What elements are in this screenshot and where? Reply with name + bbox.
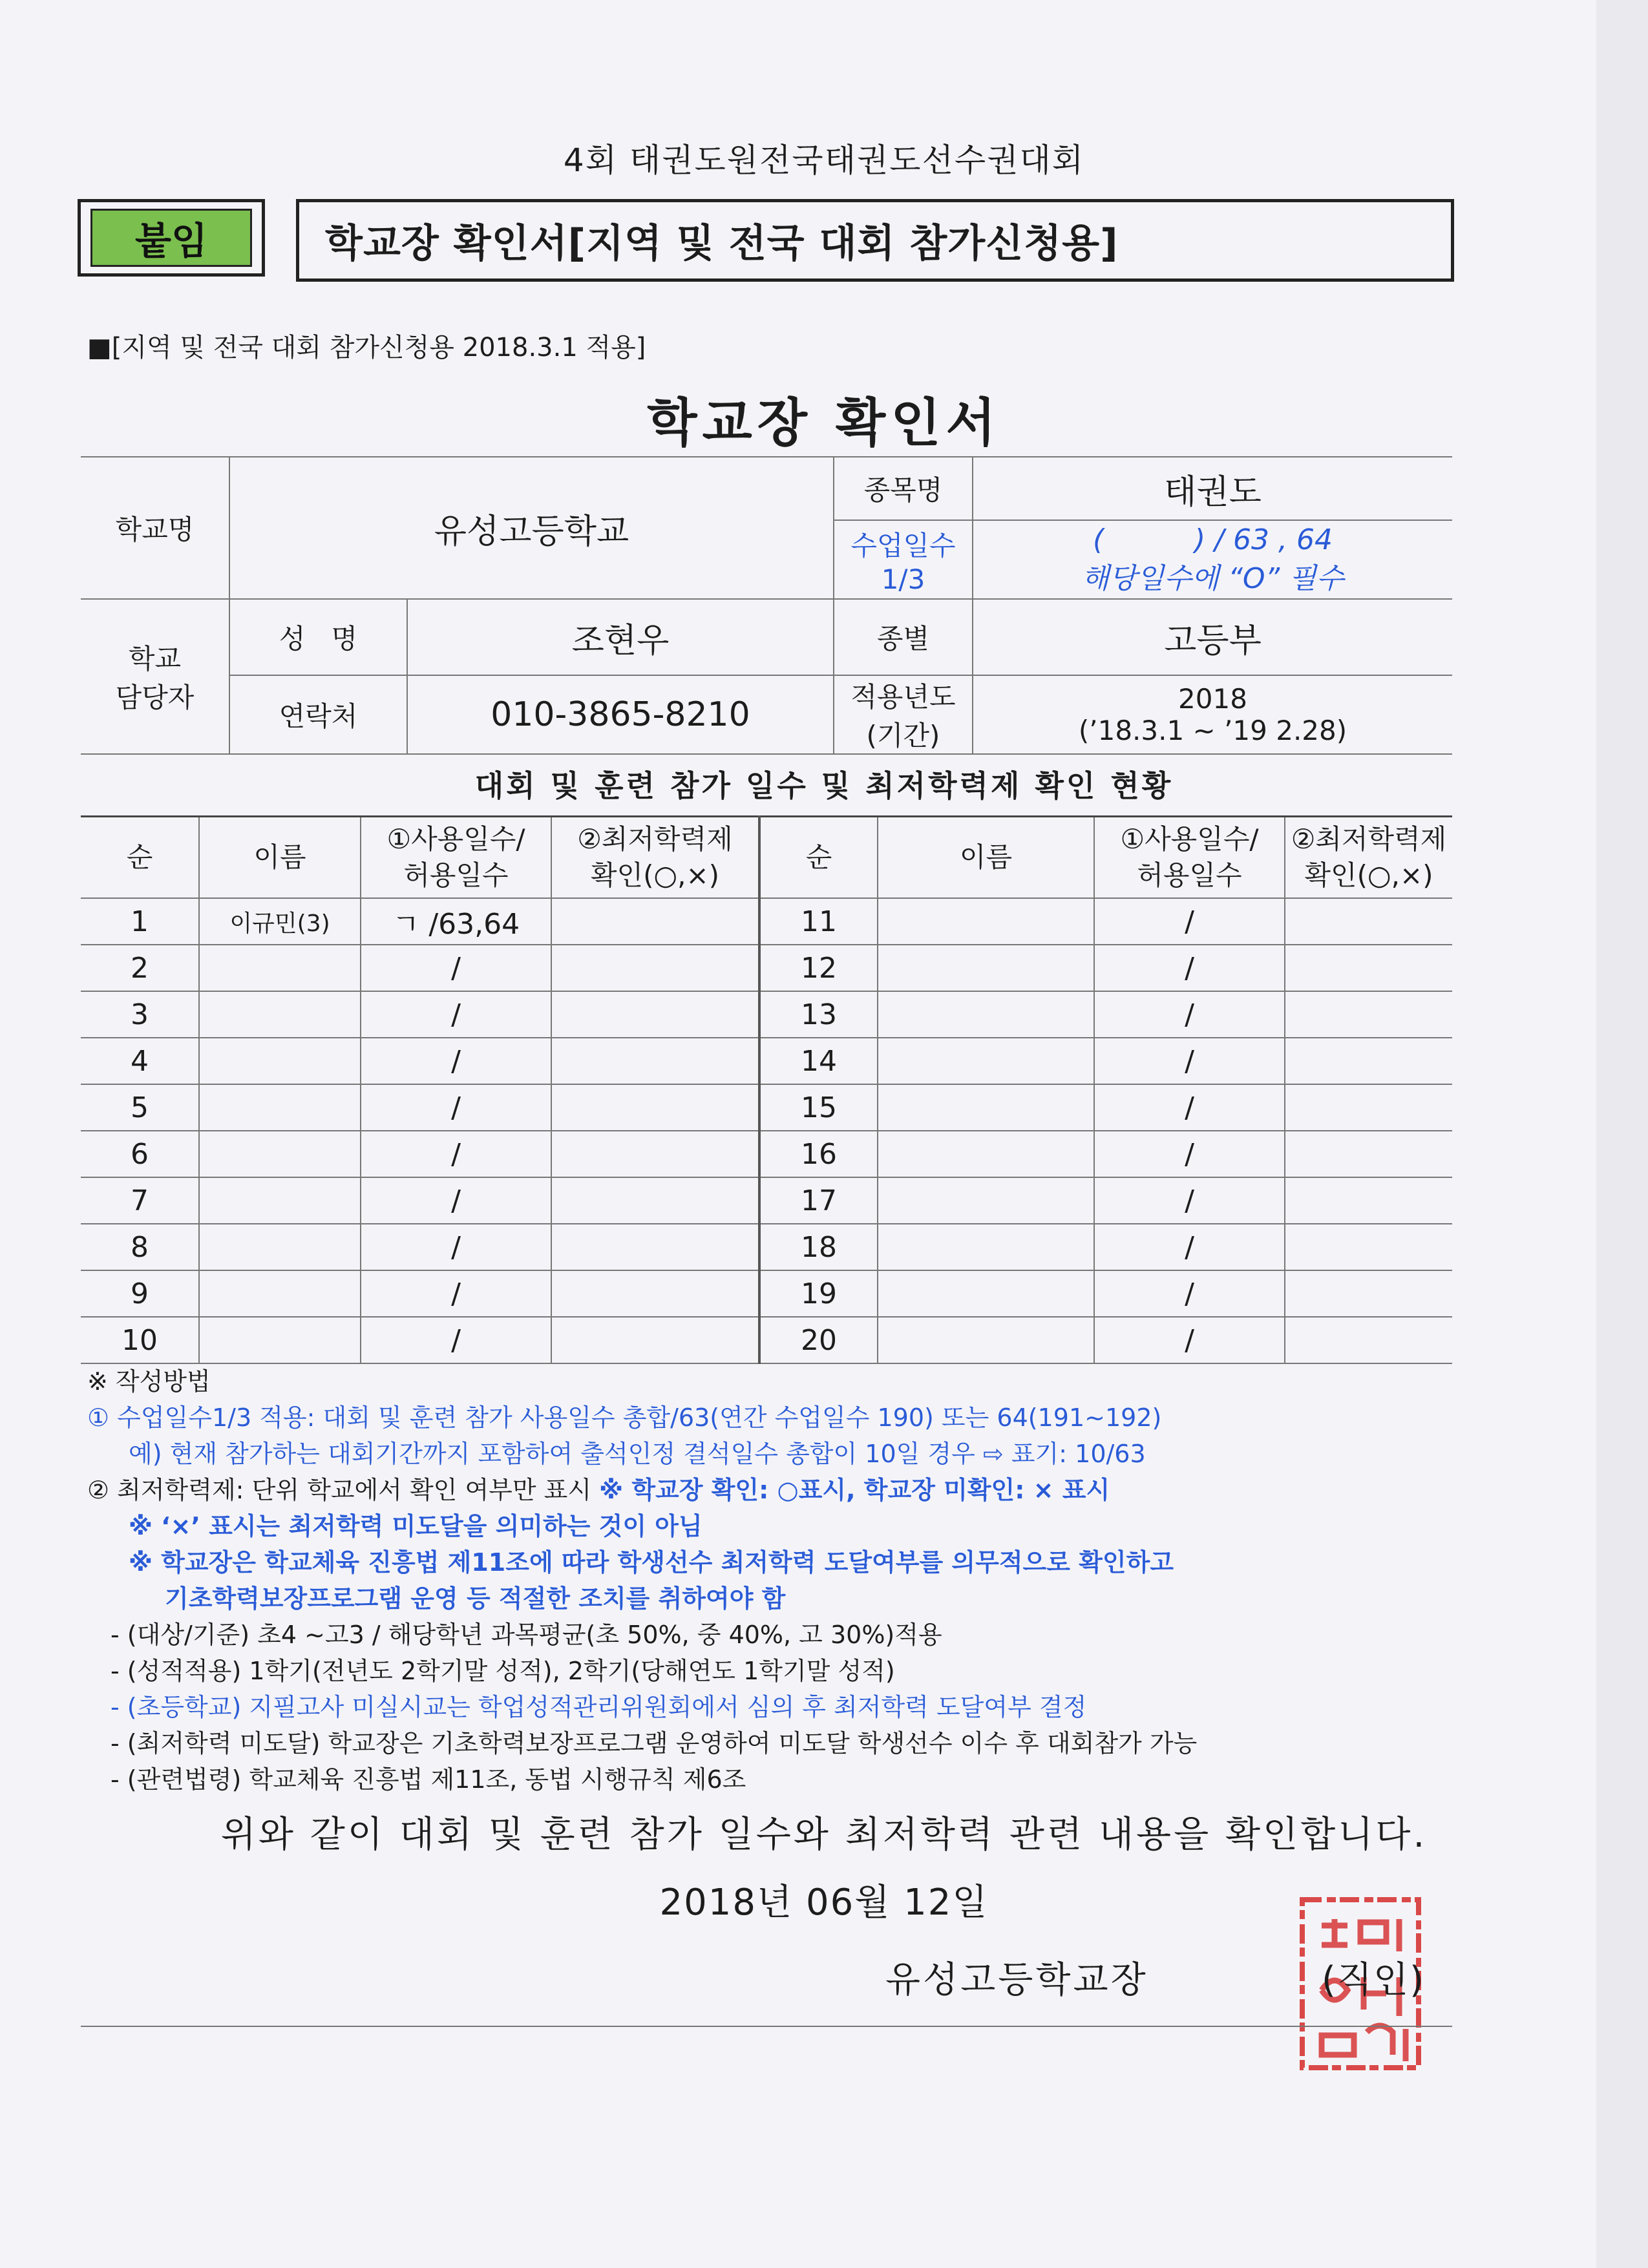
table-row <box>81 898 1452 945</box>
row-days-left: ㄱ /63,64 <box>361 898 551 945</box>
note-8: - (최저학력 미도달) 학교장은 기초학력보장프로그램 운영하여 미도달 학생선수 이수 후 대회참가 가능 <box>111 1729 1198 1758</box>
row-check-right <box>1285 1317 1452 1363</box>
seal-label: (직인) <box>1322 1959 1425 2001</box>
note-1-line2: 예) 현재 참가하는 대회기간까지 포함하여 출석인정 결석일수 총합이 10일 경우 ⇨ 표기: 10/63 <box>129 1440 1146 1468</box>
row-name-right <box>878 1131 1094 1177</box>
row-name-left <box>199 1038 361 1084</box>
row-days-left: / <box>361 1317 551 1363</box>
document-title: 학교장 확인서 <box>647 393 1001 453</box>
row-days-right: / <box>1094 945 1285 991</box>
confirmation-date: 2018년 06월 12일 <box>659 1882 989 1924</box>
row-check-left <box>551 1317 759 1363</box>
header-min-right-line2: 확인(○,×) <box>1304 859 1433 891</box>
status-title: 대회 및 훈련 참가 일수 및 최저학력제 확인 현황 <box>474 768 1174 803</box>
row-no-left: 6 <box>81 1131 199 1177</box>
row-no-right: 18 <box>759 1224 878 1270</box>
table-row <box>81 1131 1452 1177</box>
class-days-label-line2: 1/3 <box>881 563 925 595</box>
class-days-value-line2: 해당일수에 “O” 필수 <box>1081 562 1344 595</box>
header-no-left: 순 <box>81 817 199 899</box>
table-row <box>81 1038 1452 1084</box>
row-name-right <box>878 1270 1094 1317</box>
row-name-left <box>199 1177 361 1224</box>
row-name-right <box>878 1224 1094 1270</box>
header-min-right-line1: ②최저학력제 <box>1291 823 1447 855</box>
row-check-left <box>551 991 759 1038</box>
competition-title: 4회 태권도원전국태권도선수권대회 <box>563 142 1085 179</box>
row-check-left <box>551 1177 759 1224</box>
division-value: 고등부 <box>973 599 1452 675</box>
table-row <box>81 1317 1452 1363</box>
school-value: 유성고등학교 <box>229 457 834 599</box>
row-no-right: 17 <box>759 1177 878 1224</box>
year-label-line2: (기간) <box>866 720 940 751</box>
row-days-right: / <box>1094 1131 1285 1177</box>
row-check-left <box>551 1038 759 1084</box>
row-no-right: 11 <box>759 898 878 945</box>
row-days-left: / <box>361 1224 551 1270</box>
school-info-table <box>81 456 1452 755</box>
row-no-left: 2 <box>81 945 199 991</box>
note-4-line1: ※ 학교장은 학교체육 진흥법 제11조에 따라 학생선수 최저학력 도달여부를 의무적으로 확인하고 <box>129 1548 1174 1577</box>
row-no-left: 1 <box>81 898 199 945</box>
status-table-body <box>81 898 1452 1363</box>
row-name-right <box>878 898 1094 945</box>
header-min-left-line1: ②최저학력제 <box>577 823 733 855</box>
row-name-left <box>199 945 361 991</box>
row-name-left: 이규민(3) <box>199 898 361 945</box>
row-name-right <box>878 1317 1094 1363</box>
row-check-left <box>551 1084 759 1131</box>
row-check-left <box>551 898 759 945</box>
row-days-right: / <box>1094 898 1285 945</box>
row-no-right: 16 <box>759 1131 878 1177</box>
instructions <box>87 1363 1483 1798</box>
note-2-suffix: ※ 학교장 확인: ○표시, 학교장 미확인: × 표시 <box>599 1476 1110 1504</box>
table-row <box>81 1177 1452 1224</box>
row-no-left: 5 <box>81 1084 199 1131</box>
row-no-right: 19 <box>759 1270 878 1317</box>
event-value: 태권도 <box>973 457 1452 520</box>
row-days-right: / <box>1094 1177 1285 1224</box>
row-name-left <box>199 1131 361 1177</box>
row-name-right <box>878 1177 1094 1224</box>
note-6: - (성적적용) 1학기(전년도 2학기말 성적), 2학기(당해연도 1학기말 성적) <box>111 1657 895 1685</box>
table-row <box>81 1084 1452 1131</box>
table-row <box>81 991 1452 1038</box>
header-name-right: 이름 <box>878 817 1094 899</box>
year-value <box>973 675 1452 754</box>
header-days-right-line2: 허용일수 <box>1137 859 1242 891</box>
class-days-value-line1: ( ) / 63 , 64 <box>1093 523 1333 556</box>
row-name-right <box>878 945 1094 991</box>
table-row <box>81 945 1452 991</box>
row-name-left <box>199 1317 361 1363</box>
contact-person-label <box>81 599 229 754</box>
row-check-right <box>1285 1177 1452 1224</box>
confirmation-statement: 위와 같이 대회 및 훈련 참가 일수와 최저학력 관련 내용을 확인합니다. <box>220 1814 1428 1856</box>
scan-edge <box>1596 0 1648 2268</box>
row-days-left: / <box>361 1084 551 1131</box>
row-days-right: / <box>1094 1224 1285 1270</box>
name-label: 성 명 <box>229 599 407 675</box>
row-no-left: 4 <box>81 1038 199 1084</box>
header-days-left <box>361 817 551 899</box>
row-days-right: / <box>1094 1038 1285 1084</box>
row-check-right <box>1285 1224 1452 1270</box>
contact-person-label-line2: 담당자 <box>115 682 195 713</box>
header-days-left-line2: 허용일수 <box>403 859 509 891</box>
row-no-right: 12 <box>759 945 878 991</box>
row-no-left: 10 <box>81 1317 199 1363</box>
row-no-left: 3 <box>81 991 199 1038</box>
header-name-left: 이름 <box>199 817 361 899</box>
phone-label: 연락처 <box>229 675 407 754</box>
row-days-right: / <box>1094 1084 1285 1131</box>
school-label: 학교명 <box>81 457 229 599</box>
row-name-left <box>199 991 361 1038</box>
note-3: ※ ‘×’ 표시는 최저학력 미도달을 의미하는 것이 아님 <box>129 1512 703 1540</box>
applied-note: ■[지역 및 전국 대회 참가신청용 2018.3.1 적용] <box>87 333 646 362</box>
table-row <box>81 1270 1452 1317</box>
row-days-left: / <box>361 1270 551 1317</box>
row-no-left: 9 <box>81 1270 199 1317</box>
note-2 <box>87 1472 1483 1508</box>
note-9: - (관련법령) 학교체육 진흥법 제11조, 동법 시행규칙 제6조 <box>111 1765 746 1794</box>
form-title: 학교장 확인서[지역 및 전국 대회 참가신청용] <box>296 199 1454 282</box>
row-name-left <box>199 1270 361 1317</box>
row-name-right <box>878 991 1094 1038</box>
row-no-left: 8 <box>81 1224 199 1270</box>
header-min-left-line2: 확인(○,×) <box>590 859 720 891</box>
row-name-right <box>878 1038 1094 1084</box>
row-days-left: / <box>361 1131 551 1177</box>
row-days-left: / <box>361 991 551 1038</box>
row-check-left <box>551 945 759 991</box>
row-days-left: / <box>361 945 551 991</box>
note-1-line1: ① 수업일수1/3 적용: 대회 및 훈련 참가 사용일수 총합/63(연간 수업일수 190) 또는 64(191~192) <box>87 1403 1162 1432</box>
row-no-right: 14 <box>759 1038 878 1084</box>
year-label <box>834 675 973 754</box>
row-no-left: 7 <box>81 1177 199 1224</box>
class-days-value <box>973 520 1452 599</box>
bottom-divider <box>81 2026 1452 2027</box>
row-check-right <box>1285 1270 1452 1317</box>
division-label: 종별 <box>834 599 973 675</box>
row-check-left <box>551 1131 759 1177</box>
attachment-tag-label: 붙임 <box>90 209 252 267</box>
row-no-right: 13 <box>759 991 878 1038</box>
row-check-left <box>551 1270 759 1317</box>
notes-heading: ※ 작성방법 <box>87 1367 211 1396</box>
principal-signature: 유성고등학교장 <box>885 1959 1148 2001</box>
row-name-left <box>199 1084 361 1131</box>
row-name-left <box>199 1224 361 1270</box>
row-check-right <box>1285 991 1452 1038</box>
row-name-right <box>878 1084 1094 1131</box>
row-days-right: / <box>1094 1270 1285 1317</box>
row-days-left: / <box>361 1177 551 1224</box>
participation-status-table <box>81 815 1452 1364</box>
row-check-left <box>551 1224 759 1270</box>
row-days-right: / <box>1094 991 1285 1038</box>
header-days-right <box>1094 817 1285 899</box>
header-min-left <box>551 817 759 899</box>
row-no-right: 20 <box>759 1317 878 1363</box>
row-check-right <box>1285 898 1452 945</box>
note-5: - (대상/기준) 초4 ~고3 / 해당학년 과목평균(초 50%, 중 40%, 고 30%)적용 <box>111 1621 942 1649</box>
contact-person-label-line1: 학교 <box>128 643 182 675</box>
row-check-right <box>1285 1084 1452 1131</box>
note-7: - (초등학교) 지필고사 미실시교는 학업성적관리위원회에서 심의 후 최저학력 도달여부 결정 <box>111 1693 1087 1721</box>
header-no-right: 순 <box>759 817 878 899</box>
phone-value: 010-3865-8210 <box>407 675 834 754</box>
row-check-right <box>1285 1038 1452 1084</box>
class-days-label <box>834 520 973 599</box>
event-label: 종목명 <box>834 457 973 520</box>
row-check-right <box>1285 945 1452 991</box>
note-4-line2: 기초학력보장프로그램 운영 등 적절한 조치를 취하여야 함 <box>165 1584 786 1613</box>
year-label-line1: 적용년도 <box>850 681 956 713</box>
row-check-right <box>1285 1131 1452 1177</box>
header-min-right <box>1285 817 1452 899</box>
name-value: 조현우 <box>407 599 834 675</box>
note-2-prefix: ② 최저학력제: 단위 학교에서 확인 여부만 표시 <box>87 1476 600 1504</box>
header-days-right-line1: ①사용일수/ <box>1120 823 1259 855</box>
header-days-left-line1: ①사용일수/ <box>386 823 525 855</box>
year-value-line1: 2018 <box>1178 683 1247 715</box>
row-no-right: 15 <box>759 1084 878 1131</box>
attachment-tag <box>78 199 265 277</box>
table-row <box>81 1224 1452 1270</box>
year-value-line2: (’18.3.1 ~ ’19 2.28) <box>1078 715 1347 746</box>
row-days-left: / <box>361 1038 551 1084</box>
row-days-right: / <box>1094 1317 1285 1363</box>
class-days-label-line1: 수업일수 <box>850 529 956 562</box>
